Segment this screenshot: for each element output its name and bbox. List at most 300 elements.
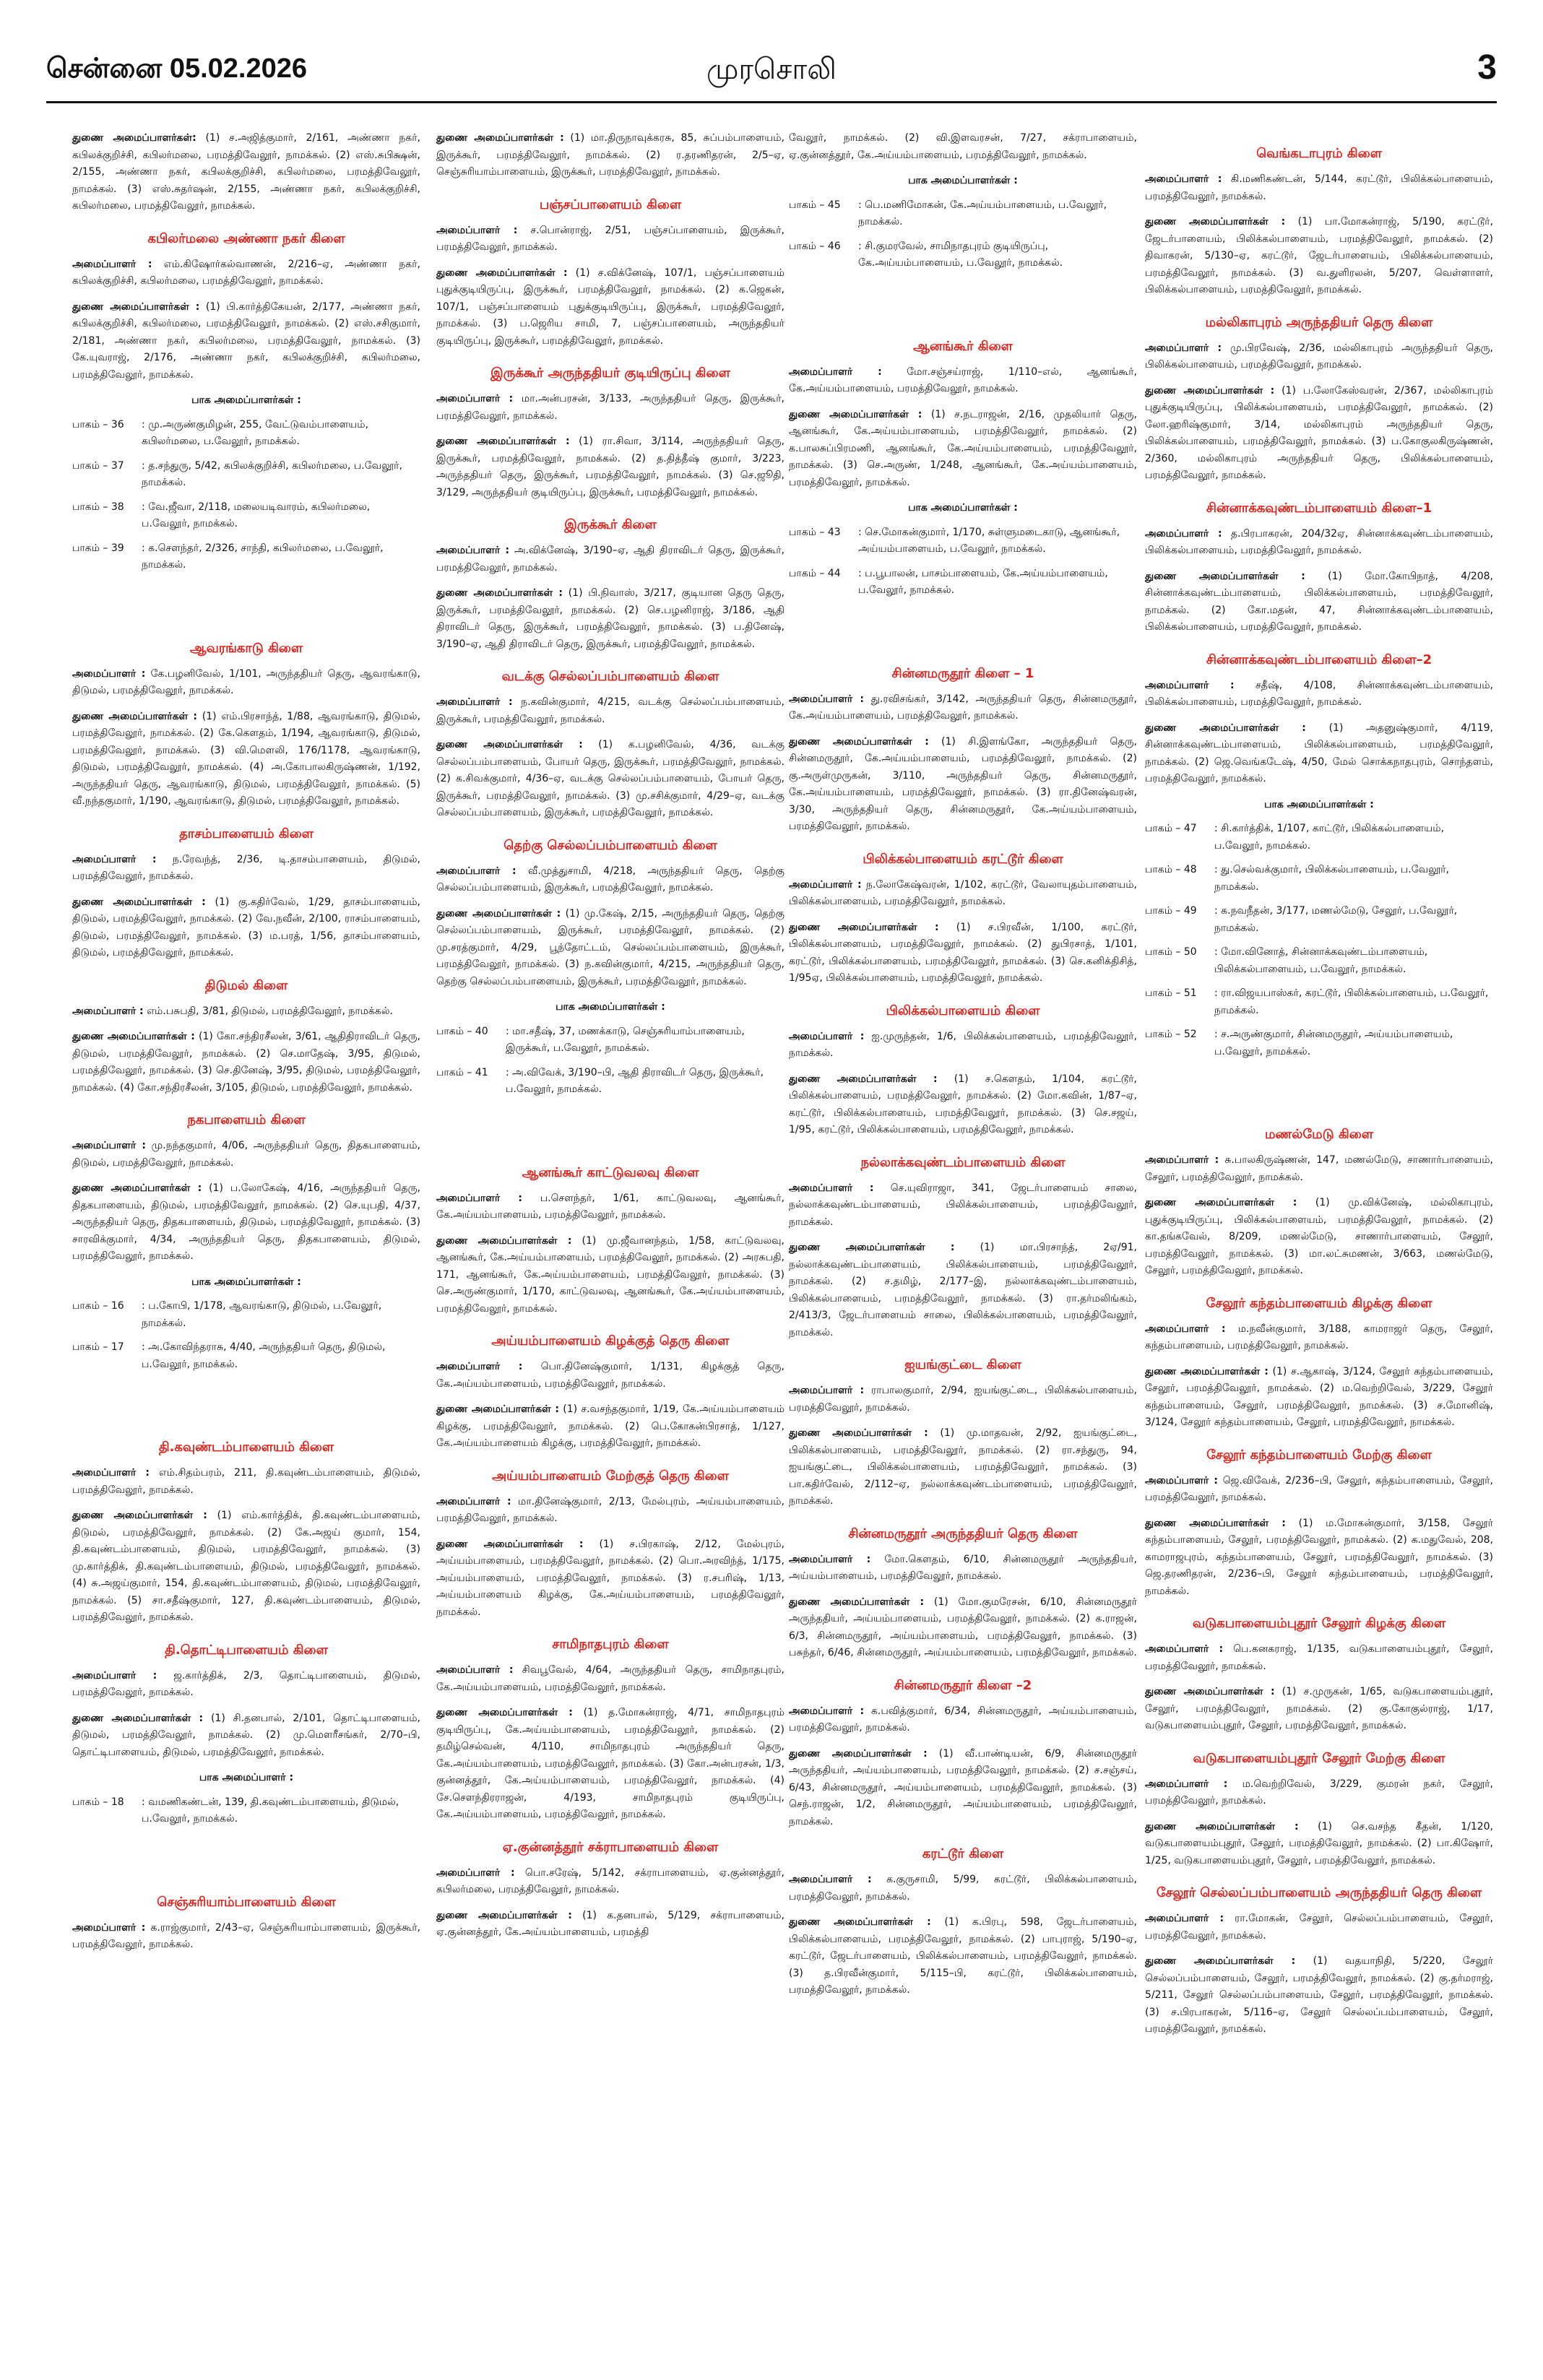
role-label: அமைப்பாளர் : <box>1145 342 1222 354</box>
entry-text: (1) ப.லோகேஷ், 4/16, அருந்ததியர் தெரு, திதகபாளையம், திடுமல், பரமத்திவேலூர், நாமக்கல். (2) செ.யுபதி, 4/37, அருந்ததியர் தெரு, திதகபாளையம், திடுமல், பரமத்திவேலூர், நாமக்கல். (3) சாரவிக்குமார், 4/34, அருந்ததியர் தெரு, திதகபாளையம், திடுமல், பரமத்திவேலூர், நாமக்கல். <box>72 1182 421 1262</box>
office-bearer-entry <box>436 1359 785 1393</box>
office-bearer-entry <box>789 1746 1137 1831</box>
part-number: பாகம் – 46 <box>789 240 841 252</box>
entry-text: ஜெ.விவேக், 2/236–பி, சேலூர், கந்தம்பாளையம், சேலூர், பரமத்திவேலூர், நாமக்கல். <box>1145 1474 1493 1503</box>
office-bearer-entry <box>72 1507 420 1627</box>
office-bearer-entry <box>1145 1321 1493 1355</box>
role-label: துணை அமைப்பாளர்கள் : <box>1145 1820 1299 1832</box>
office-bearer-entry <box>436 1662 785 1696</box>
role-label: அமைப்பாளர் : <box>1145 173 1222 185</box>
page-number: 3 <box>1477 48 1497 87</box>
masthead <box>46 48 1497 98</box>
part-number: பாகம் – 44 <box>789 567 841 579</box>
entry-text: (1) ச.விக்னேஷ், 107/1, பஞ்சப்பாளையம் புதுக்குடியிருப்பு, இருக்கூர், பரமத்திவேலூர், நாமக்கல். (2) க.ஜெகன், 107/1, பஞ்சப்பாளையம் புதுக்குடியிருப்பு, இருக்கூர், பரமத்திவேலூர், நாமக்கல். (3) ப.ஜெரிய சாமி, 7, பஞ்சப்பாளையம், அருந்ததியர் குடியிருப்பு, இருக்கூர், பரமத்திவேலூர், நாமக்கல். <box>436 267 785 347</box>
office-bearer-entry <box>436 906 785 991</box>
branch-heading: ஆவரங்காடு கிளை <box>189 640 303 656</box>
role-label: அமைப்பாளர் : <box>789 365 882 378</box>
office-bearer-entry <box>789 1914 1137 1999</box>
office-bearer-entry <box>1145 171 1493 205</box>
spacer <box>436 1106 785 1149</box>
office-bearer-entry <box>72 1180 420 1265</box>
role-label: அமைப்பாளர் : <box>72 258 152 270</box>
role-label: துணை அமைப்பாளர்கள் : <box>436 587 563 599</box>
office-bearer-entry <box>436 1705 785 1824</box>
entry-text: (1) மோ.குமரேசன், 6/10, சின்னமருதூர் அருந்ததியர், அய்யம்பாளையம், பரமத்திவேலூர், நாமக்கல். (2) க.ராஜன், 6/3, சின்னமருதூர், அய்யம்பாளையம், பரமத்திவேலூர், நாமக்கல். (3) பசுந்தர், 6/46, சின்னமருதூர், அய்யம்பாளையம், பரமத்திவேலூர், நாமக்கல். <box>789 1596 1137 1658</box>
part-details: : சி.கார்த்திக், 1/107, காட்டூர், பிலிக்கல்பாளையம், ப.வேலூர், நாமக்கல். <box>1214 823 1445 852</box>
office-bearer-entry <box>436 694 785 728</box>
entry-text: அ.விக்னேஷ், 3/190–ஏ, ஆதி திராவிடர் தெரு, இருக்கூர், பரமத்திவேலூர், நாமக்கல். <box>436 545 785 574</box>
part-details: : மு.அருண்குமிழன், 255, வேட்டுவம்பாளையம், கபிலர்மலை, ப.வேலூர், நாமக்கல். <box>142 418 368 447</box>
office-bearer-entry <box>436 1190 785 1224</box>
entry-text: (1) பா.மோகன்ராஜ், 5/190, கரட்டூர், ஜேடர்பாளையம், பிலிக்கல்பாளையம், பரமத்திவேலூர், நாமக்கல். (2) திவாகரன், 5/130–ஏ, கரட்டூர், ஜேடர்பாளையம், பிலிக்கல்பாளையம், பரமத்திவேலூர், நாமக்கல். (3) வ.துளிரலன், 5/207, வெள்ளாளர், பிலிக்கல்பாளையம், பரமத்திவேலூர், நாமக்கல். <box>1145 216 1493 295</box>
role-label: அமைப்பாளர் : <box>436 1866 515 1879</box>
branch-heading: சின்னாக்கவுண்டம்பாளையம் கிளை–2 <box>1206 652 1432 667</box>
office-bearer-entry <box>789 1871 1137 1905</box>
entry-text: ந.ரேவந்த், 2/36, டி.தாசம்பாளையம், திடுமல், பரமத்திவேலூர், நாமக்கல். <box>72 853 420 882</box>
entry-text: மோ.சஞ்சய்ராஜ், 1/110–எல், ஆனங்கூர், கே.அய்யம்பாளையம், பரமத்திவேலூர், நாமக்கல். <box>789 365 1137 394</box>
entry-text: சு.பாலகிருஷ்ணன், 147, மணல்மேடு, சாணார்பாளையம், சேலூர், பரமத்திவேலூர், நாமக்கல். <box>1145 1154 1493 1183</box>
part-number: பாகம் – 47 <box>1145 823 1197 834</box>
role-label: துணை அமைப்பாளர்கள் : <box>789 1242 955 1253</box>
entry-text: ராபாலகுமார், 2/94, ஐயங்குட்டை, பிலிக்கல்பாளையம், பரமத்திவேலூர், நாமக்கல். <box>789 1385 1137 1414</box>
entry-text: எம்.பசுபதி, 3/81, திடுமல், பரமத்திவேலூர், நாமக்கல். <box>143 1005 393 1017</box>
office-bearer-entry <box>436 265 785 350</box>
branch-heading: நகபாளையம் கிளை <box>187 1112 306 1128</box>
entry-text: (1) அதனுஷ்குமார், 4/119, சின்னாக்கவுண்டம்பாளையம், பிலிக்கல்பாளையம், பரமத்திவேலூர், நாமக்கல். (2) ஜெ.வெங்கடேஷ், 4/50, மேல் சொக்கநாதபுரம், சொந்தளம், பரமத்திவேலூர், நாமக்கல். <box>1145 722 1493 784</box>
part-number: பாகம் – 51 <box>1145 987 1197 999</box>
role-label: துணை அமைப்பாளர்கள் : <box>789 921 939 933</box>
part-details: : வே.ஜீவா, 2/118, மலையடிவாரம், கபிலர்மலை, ப.வேலூர், நாமக்கல். <box>142 501 371 529</box>
branch-heading: சேலூர் செல்லப்பம்பாளையம் அருந்ததியர் தெரு கிளை <box>1156 1885 1482 1900</box>
role-label: துணை அமைப்பாளர்கள் : <box>72 710 197 722</box>
office-bearer-entry <box>789 130 1137 164</box>
branch-heading: தாசம்பாளையம் கிளை <box>179 826 314 841</box>
spacer <box>72 581 420 625</box>
office-bearer-entry <box>789 1552 1137 1585</box>
part-details: : வமணிகண்டன், 139, தி.கவுண்டம்பாளையம், திடுமல், ப.வேலூர், நாமக்கல். <box>142 1796 399 1825</box>
office-bearer-entry <box>789 734 1137 836</box>
role-label: அமைப்பாளர் : <box>72 1467 150 1479</box>
branch-heading: இருக்கூர் அருந்ததியர் குடியிருப்பு கிளை <box>490 365 730 381</box>
part-row <box>789 238 1137 272</box>
role-label: துணை அமைப்பாளர்கள் : <box>436 739 583 750</box>
part-number: பாகம் – 40 <box>436 1025 488 1037</box>
role-label: அமைப்பாளர் : <box>1145 1643 1224 1655</box>
role-label: அமைப்பாளர் : <box>72 1005 144 1017</box>
entry-text: (1) கு.கதிர்வேல், 1/29, தாசம்பாளையம், திடுமல், பரமத்திவேலூர், நாமக்கல். (2) வே.நவீன், 2/100, ராசம்பாளையம், திடுமல், பரமத்திவேலூர், நாமக்கல். (3) ம.பரத், 1/56, தாசம்பாளையம், திடுமல், பரமத்திவேலூர், நாமக்கல். <box>72 896 421 959</box>
part-row <box>789 566 1137 600</box>
entry-text: (1) பி.கார்த்திகேயன், 2/177, அண்ணா நகர், கபிலக்குறிச்சி, கபிலர்மலை, பரமத்திவேலூர், நாமக்கல். (2) எஸ்.சசிகுமார், 2/181, அண்ணா நகர், கபிலர்மலை, பரமத்திவேலூர், நாமக்கல். (3) கே.யுவராஜ், 2/176, அண்ணா நகர், கபிலக்குறிச்சி, கபிலர்மலை, பரமத்திவேலூர், நாமக்கல். <box>72 300 420 381</box>
office-bearer-entry <box>789 1594 1137 1662</box>
part-details: : அ.விவேக், 3/190–பி, ஆதி திராவிடர் தெரு, இருக்கூர், ப.வேலூர், நாமக்கல். <box>506 1066 764 1095</box>
part-row <box>72 458 420 492</box>
branch-heading: கரட்டூர் கிளை <box>922 1846 1004 1861</box>
office-bearer-entry <box>72 130 420 215</box>
branch-heading: சேலூர் கந்தம்பாளையம் மேற்கு கிளை <box>1206 1447 1432 1463</box>
role-label: துணை அமைப்பாளர்கள் : <box>72 1712 204 1724</box>
text-column-1 <box>72 130 420 1963</box>
part-row <box>1145 944 1493 978</box>
entry-text: (1) ச.பிரகாஷ், 2/12, மேல்புரம், அய்யம்பாளையம், பரமத்திவேலூர், நாமக்கல். (2) பொ.அரவிந்த், 1/175, அய்யம்பாளையம், பரமத்திவேலூர், நாமக்கல். (3) ர.சபரிஷ், 1/13, அய்யம்பாளையம் கிழக்கு, கே.அய்யம்பாளையம், பரமத்திவேலூர், நாமக்கல். <box>436 1538 785 1618</box>
part-number: பாகம் – 52 <box>1145 1029 1197 1040</box>
spacer <box>72 1835 420 1879</box>
entry-text: (1) பி.நிவாஸ், 3/217, குடியான தெரு தெரு, இருக்கூர், பரமத்திவேலூர், நாமக்கல். (2) செ.பழனிராஜ், 3/186, ஆதி திராவிடர் தெரு, இருக்கூர், பரமத்திவேலூர், நாமக்கல். (3) ப.தினேஷ், 3/190–ஏ, ஆதி திராவிடர் தெரு, இருக்கூர், பரமத்திவேலூர், நாமக்கல். <box>436 587 785 650</box>
branch-heading: அய்யம்பாளையம் மேற்குத் தெரு கிளை <box>492 1468 729 1484</box>
branch-heading: மணல்மேடு கிளை <box>1265 1127 1373 1142</box>
office-bearer-entry <box>1145 383 1493 485</box>
role-label: துணை அமைப்பாளர்கள் : <box>1145 570 1305 582</box>
role-label: அமைப்பாளர் : <box>1145 1778 1228 1790</box>
role-label: அமைப்பாளர் : <box>72 1669 157 1682</box>
entry-text: த.பிரபாகரன், 204/32ஏ, சின்னாக்கவுண்டம்பாளையம், பிலிக்கல்பாளையம், பரமத்திவேலூர், நாமக்கல். <box>1145 527 1493 556</box>
branch-heading: சின்னாக்கவுண்டம்பாளையம் கிளை–1 <box>1206 500 1432 516</box>
office-bearer-entry <box>436 433 785 501</box>
part-number: பாகம் – 45 <box>789 199 841 211</box>
entry-text: க.குருசாமி, 5/99, கரட்டூர், பிலிக்கல்பாளையம், பரமத்திவேலூர், நாமக்கல். <box>789 1874 1137 1903</box>
role-label: துணை அமைப்பாளர்கள் : <box>436 1707 573 1718</box>
entry-text: (1) வீ.பாண்டியன், 6/9, சின்னமருதூர் அருந்ததியர், அய்யம்பாளையம், பரமத்திவேலூர், நாமக்கல். (2) ச.சஞ்சய், 6/43, சின்னமருதூர், அய்யம்பாளையம், பரமத்திவேலூர், நாமக்கல். (3) செந்.ராஜன், 1/2, சின்னமருதூர், அய்யம்பாளையம், பரமத்திவேலூர், நாமக்கல். <box>789 1747 1137 1827</box>
role-label: அமைப்பாளர் : <box>789 1874 872 1885</box>
entry-text: ம.நவீன்குமார், 3/188, காமராஜர் தெரு, சேலூர், கந்தம்பாளையம், பரமத்திவேலூர், நாமக்கல். <box>1145 1323 1493 1351</box>
branch-heading: கபிலர்மலை அண்ணா நகர் கிளை <box>147 230 345 246</box>
part-number: பாகம் – 39 <box>72 542 124 554</box>
entry-text: (1) எம்.கார்த்திக், தி.கவுண்டம்பாளையம், திடுமல், பரமத்திவேலூர், நாமக்கல். (2) கே.அஜய் குமார், 154, தி.கவுண்டம்பாளையம், திடுமல், பரமத்திவேலூர், நாமக்கல். (3) மு.கார்த்திக், தி.கவுண்டம்பாளையம், திடுமல், பரமத்திவேலூர், நாமக்கல். (4) சு.அஜய்குமார், 154, தி.கவுண்டம்பாளையம், திடுமல், பரமத்திவேலூர், நாமக்கல். (5) சா.சதீஷ்குமார், 127, தி.கவுண்டம்பாளையம், திடுமல், பரமத்திவேலூர், நாமக்கல். <box>72 1510 420 1623</box>
entry-text: (1) மு.கேஷ், 2/15, அருந்ததியர் தெரு, தெற்கு செல்லப்பம்பாளையம், இருக்கூர், பரமத்திவேலூர், நாமக்கல். (2) மு.சரத்குமார், 4/29, பூந்தோட்டம், செல்லப்பம்பாளையம், இருக்கூர், பரமத்திவேலூர், நாமக்கல். (3) ந.கவின்குமார், 4/215, அருந்ததியர் தெரு, தெற்கு செல்லப்பம்பாளையம், இருக்கூர், பரமத்திவேலூர், நாமக்கல். <box>436 907 785 987</box>
office-bearer-entry <box>789 1180 1137 1232</box>
spacer <box>789 280 1137 323</box>
part-details: : ப.பூபாலன், பாசம்பாளையம், கே.அய்யம்பாளையம், ப.வேலூர், நாமக்கல். <box>858 567 1108 596</box>
part-details: : க.நவநீதன், 3/177, மணல்மேடு, சேலூர், ப.வேலூர், நாமக்கல். <box>1214 905 1458 934</box>
part-row <box>72 1339 420 1373</box>
entry-text: மோ.கௌதம், 6/10, சின்னமருதூர் அருந்ததியர், அய்யம்பாளையம், பரமத்திவேலூர், நாமக்கல். <box>789 1553 1137 1582</box>
entry-text: (1) வதயாநிதி, 5/220, சேலூர் செல்லப்பம்பாளையம், சேலூர், பரமத்திவேலூர், நாமக்கல். (2) கு.தர்மராஜ், 5/211, சேலூர் செல்லப்பம்பாளையம், சேலூர், பரமத்திவேலூர், நாமக்கல். (3) ச.பிரபாகரன், 5/116–ஏ, சேலூர் செல்லப்பம்பாளையம், சேலூர், பரமத்திவேலூர், நாமக்கல். <box>1145 1955 1493 2035</box>
entry-text: மு.நந்தகுமார், 4/06, அருந்ததியர் தெரு, திதகபாளையம், திடுமல், பரமத்திவேலூர், நாமக்கல். <box>72 1140 420 1169</box>
part-number: பாகம் – 36 <box>72 418 124 430</box>
role-label: அமைப்பாளர் : <box>436 1192 522 1204</box>
entry-text: (1) மா.பிரசாந்த், 2ஏ/91, நல்லாக்கவுண்டம்பாளையம், பிலிக்கல்பாளையம், பரமத்திவேலூர், நாமக்கல். (2) ச.தமிழ், 2/177–இ, நல்லாக்கவுண்டம்பாளையம், பிலிக்கல்பாளையம், பரமத்திவேலூர், நாமக்கல். (3) ரா.தர்மலிங்கம், 2/413/3, ஜேடர்பாளையம் சாலை, பிலிக்கல்பாளையம், பரமத்திவேலூர், நாமக்கல். <box>789 1242 1138 1338</box>
office-bearer-entry <box>1145 1195 1493 1280</box>
office-bearer-entry <box>1145 1152 1493 1186</box>
entry-text: சதீஷ், 4/108, சின்னாக்கவுண்டம்பாளையம், பிலிக்கல்பாளையம், பரமத்திவேலூர், நாமக்கல். <box>1145 679 1493 708</box>
office-bearer-entry <box>789 919 1137 987</box>
role-label: அமைப்பாளர் : <box>789 1553 871 1565</box>
role-label: அமைப்பாளர் : <box>789 1705 865 1717</box>
entry-text: பெ.கனகராஜ், 1/135, வடுகபாளையம்புதூர், சேலூர், பரமத்திவேலூர், நாமக்கல். <box>1145 1643 1493 1672</box>
branch-heading: மல்லிகாபுரம் அருந்ததியர் தெரு கிளை <box>1205 314 1433 330</box>
branch-heading: இருக்கூர் கிளை <box>564 517 657 532</box>
branch-heading: திடுமல் கிளை <box>204 977 288 993</box>
branch-heading: ஐயங்குட்டை கிளை <box>904 1357 1021 1372</box>
role-label: துணை அமைப்பாளர்கள் : <box>436 132 564 144</box>
branch-heading: தெற்கு செல்லப்பம்பாளையம் கிளை <box>503 837 717 853</box>
entry-text: (1) கோ.சந்திரசீலன், 3/61, ஆதிதிராவிடர் தெரு, திடுமல், பரமத்திவேலூர், நாமக்கல். (2) செ.மாதேஷ், 3/95, திடுமல், பரமத்திவேலூர், நாமக்கல். (3) செ.தினேஷ், 3/95, திடுமல், பரமத்திவேலூர், நாமக்கல். (4) கோ.சந்திரசீலன், 3/105, திடுமல், பரமத்திவேலூர், நாமக்கல். <box>72 1031 420 1094</box>
role-label: துணை அமைப்பாளர்கள் : <box>436 1538 584 1550</box>
role-label: துணை அமைப்பாளர்கள் : <box>789 1596 925 1608</box>
branch-heading: தி.கவுண்டம்பாளையம் கிளை <box>158 1440 334 1455</box>
office-bearer-entry <box>1145 1641 1493 1675</box>
part-details: : மா.சதீஷ், 37, மணக்காடு, செஞ்சுரியாம்பாளையம், இருக்கூர், ப.வேலூர், நாமக்கல். <box>506 1025 745 1054</box>
branch-heading: வடுகபாளையம்புதூர் சேலூர் மேற்கு கிளை <box>1193 1750 1445 1766</box>
branch-heading: செஞ்சுரியாம்பாளையம் கிளை <box>157 1894 336 1910</box>
entry-text: (1) ச.பிரவீன், 1/100, கரட்டூர், பிலிக்கல்பாளையம், பரமத்திவேலூர், நாமக்கல். (2) துபிரசாத், 1/101, கரட்டூர், பிலிக்கல்பாளையம், பரமத்திவேலூர், நாமக்கல். (3) செ.கனிக்திசித், 1/95ஏ, பிலிக்கல்பாளையம், பரமத்திவேலூர், நாமக்கல். <box>789 921 1137 984</box>
part-row <box>1145 862 1493 896</box>
entry-text: (1) மோ.கோபிநாத், 4/208, சின்னாக்கவுண்டம்பாளையம், பிலிக்கல்பாளையம், பரமத்திவேலூர், நாமக்கல். (2) கோ.மதன், 47, சின்னாக்கவுண்டம்பாளையம், பிலிக்கல்பாளையம், பரமத்திவேலூர், நாமக்கல். <box>1145 570 1494 633</box>
role-label: துணை அமைப்பாளர்கள் : <box>436 1909 572 1921</box>
office-bearer-entry <box>1145 1684 1493 1735</box>
entry-text: (1) ச.வசந்தகுமார், 1/19, கே.அய்யம்பாளையம் கிழக்கு, பரமத்திவேலூர், நாமக்கல். (2) பெ.கோகன்பிரசாத், 1/127, கே.அய்யம்பாளையம் கிழக்கு, பரமத்திவேலூர், நாமக்கல். <box>436 1403 785 1449</box>
part-number: பாகம் – 49 <box>1145 905 1197 917</box>
role-label: துணை அமைப்பாளர்கள் : <box>789 1916 931 1928</box>
entry-text: ந.கவின்குமார், 4/215, வடக்கு செல்லப்பம்பாளையம், இருக்கூர், பரமத்திவேலூர், நாமக்கல். <box>436 696 785 725</box>
office-bearer-entry <box>72 1003 420 1021</box>
newspaper-name: முரசொலி <box>706 53 837 85</box>
role-label: துணை அமைப்பாளர்கள் : <box>72 896 206 908</box>
part-details: : து.செல்வக்குமார், பிலிக்கல்பாளையம், ப.வேலூர், நாமக்கல். <box>1214 864 1449 893</box>
branch-heading: ஆனங்கூர் காட்டுவலவு கிளை <box>522 1164 699 1180</box>
part-row <box>72 499 420 533</box>
section-subheading: பாக அமைப்பாளர்கள் : <box>908 175 1018 186</box>
part-row <box>72 540 420 574</box>
role-label: துணை அமைப்பாளர்கள் : <box>789 1747 928 1760</box>
office-bearer-entry <box>72 666 420 700</box>
entry-text: (1) மு.மாதவன், 2/92, ஐயங்குட்டை, பிலிக்கல்பாளையம், பரமத்திவேலூர், நாமக்கல். (2) ரா.சந்துரு, 94, ஐயங்குட்டை, பிலிக்கல்பாளையம், பரமத்திவேலூர், நாமக்கல். (3) பா.கதிர்வேல், 2/112–ஏ, நல்லாக்கவுண்டம்பாளையம், பரமத்திவேலூர், நாமக்கல். <box>789 1427 1137 1507</box>
role-label: துணை அமைப்பாளர்கள் : <box>789 1073 938 1085</box>
office-bearer-entry <box>1145 1819 1493 1870</box>
office-bearer-entry <box>789 1239 1137 1341</box>
part-row <box>1145 821 1493 854</box>
office-bearer-entry <box>72 299 420 384</box>
part-row <box>1145 1026 1493 1060</box>
office-bearer-entry <box>72 1465 420 1499</box>
entry-text: (1) ச.கௌதம், 1/104, கரட்டூர், பிலிக்கல்பாளையம், பரமத்திவேலூர், நாமக்கல். (2) மோ.கவின், 1/87–ஏ, கரட்டூர், பிலிக்கல்பாளையம், பரமத்திவேலூர், நாமக்கல். (3) செ.சஜய், 1/95, கரட்டூர், பிலிக்கல்பாளையம், பரமத்திவேலூர், நாமக்கல். <box>789 1073 1138 1135</box>
entry-text: கே.பழனிவேல், 1/101, அருந்ததியர் தெரு, ஆவரங்காடு, திடுமல், பரமத்திவேலூர், நாமக்கல். <box>72 667 420 696</box>
branch-heading: ஆனங்கூர் கிளை <box>913 338 1013 354</box>
office-bearer-entry <box>789 1029 1137 1063</box>
branch-heading: சாமிநாதபுரம் கிளை <box>552 1637 669 1652</box>
office-bearer-entry <box>436 1494 785 1528</box>
office-bearer-entry <box>72 709 420 810</box>
role-label: துணை அமைப்பாளர்கள்: <box>72 132 196 144</box>
part-details: : ரா.விஜயபாஸ்கர், கரட்டூர், பிலிக்கல்பாளையம், ப.வேலூர், நாமக்கல். <box>1214 987 1489 1016</box>
role-label: அமைப்பாளர் : <box>789 693 864 705</box>
office-bearer-entry <box>789 1071 1137 1139</box>
office-bearer-entry <box>1145 1953 1493 2038</box>
role-label: துணை அமைப்பாளர்கள் : <box>436 267 568 279</box>
office-bearer-entry <box>1145 526 1493 560</box>
office-bearer-entry <box>436 542 785 576</box>
part-details: : செ.மோகன்குமார், 1/170, சுள்ளுமடைகாடு, ஆனங்கூர், அய்யம்பாளையம், ப.வேலூர், நாமக்கல். <box>858 526 1120 555</box>
entry-text: (1) க.பிரபு, 598, ஜேடர்பாளையம், பிலிக்கல்பாளையம், பரமத்திவேலூர், நாமக்கல். (2) பாபுராஜ், 5/190–ஏ, கரட்டூர், ஜேடர்பாளையம், பிலிக்கல்பாளையம், பரமத்திவேலூர், நாமக்கல். (3) த.பிரவீன்குமார், 5/115–பி, கரட்டூர், பிலிக்கல்பாளையம், பரமத்திவேலூர், நாமக்கல். <box>789 1916 1138 1996</box>
part-details: : க.செளந்தர், 2/326, சாந்தி, கபிலர்மலை, ப.வேலூர், நாமக்கல். <box>142 542 384 571</box>
entry-text: (1) ப.லோகேஸ்வரன், 2/367, மல்லிகாபுரம் புதுக்குடியிருப்பு, பிலிக்கல்பாளையம், பரமத்திவேலூர், நாமக்கல். (2) லோ.ஹரிஷ்குமார், 3/14, மல்லிகாபுரம் அருந்ததியர் தெரு, பிலிக்கல்பாளையம், பரமத்திவேலூர், நாமக்கல். (3) ப.கோகுலகிருஷ்ணன், 2/360, மல்லிகாபுரம் அருந்ததியர் தெரு, பிலிக்கல்பாளையம், பரமத்திவேலூர், நாமக்கல். <box>1145 384 1494 481</box>
branch-heading: பஞ்சப்பாளையம் கிளை <box>539 196 682 212</box>
entry-text: (1) மா.திருநாவுக்கரசு, 85, சுப்பம்பாளையம், இருக்கூர், பரமத்திவேலூர், நாமக்கல். (2) ர.தரணிதரன், 2/5–ஏ, செஞ்சுரியாம்பாளையம், இருக்கூர், பரமத்திவேலூர், நாமக்கல். <box>436 132 785 178</box>
role-label: துணை அமைப்பாளர்கள் : <box>1145 1955 1296 1967</box>
part-number: பாகம் – 48 <box>1145 864 1197 875</box>
part-number: பாகம் – 41 <box>436 1066 488 1078</box>
entry-text: பொ.தினேஷ்குமார், 1/131, கிழக்குத் தெரு, கே.அய்யம்பாளையம், பரமத்திவேலூர், நாமக்கல். <box>436 1361 785 1390</box>
office-bearer-entry <box>789 407 1137 492</box>
section-subheading: பாக அமைப்பாளர் : <box>199 1772 294 1783</box>
office-bearer-entry <box>789 691 1137 725</box>
entry-text: (1) த.மோகன்ராஜ், 4/71, சாமிநாதபுரம் குடியிருப்பு, கே.அய்யம்பாளையம், பரமத்திவேலூர், நாமக்கல். (2) தமிழ்செல்வன், 4/110, சாமிநாதபுரம் அருந்ததியர் தெரு, கே.அய்யம்பாளையம், பரமத்திவேலூர், நாமக்கல். (3) கோ.அன்பரசன், 1/3, குன்னத்தூர், கே.அய்யம்பாளையம், பரமத்திவேலூர், நாமக்கல். (4) சே.சௌந்திரராஜன், 4/193, சாமிநாதபுரம் குடியிருப்பு, கே.அய்யம்பாளையம், பரமத்திவேலூர், நாமக்கல். <box>436 1707 785 1820</box>
part-details: : பெ.மணிமோகன், கே.அய்யம்பாளையம், ப.வேலூர், நாமக்கல். <box>858 199 1107 228</box>
office-bearer-entry <box>789 1425 1137 1510</box>
office-bearer-entry <box>436 585 785 653</box>
part-row <box>436 1024 785 1057</box>
role-label: அமைப்பாளர் : <box>436 1495 511 1507</box>
office-bearer-entry <box>1145 568 1493 636</box>
section-subheading: பாக அமைப்பாளர்கள் : <box>1264 798 1374 810</box>
branch-heading: ஏ.குன்னத்தூர் சக்ராபாளையம் கிளை <box>502 1839 719 1855</box>
entry-text: க.ராஜ்குமார், 2/43–ஏ, செஞ்சுரியாம்பாளையம், இருக்கூர், பரமத்திவேலூர், நாமக்கல். <box>72 1921 420 1950</box>
part-details: : மோ.வினோத், சின்னாக்கவுண்டம்பாளையம், பிலிக்கல்பாளையம், ப.வேலூர், நாமக்கல். <box>1214 946 1428 975</box>
spacer <box>789 607 1137 650</box>
role-label: அமைப்பாளர் : <box>72 1140 146 1151</box>
office-bearer-entry <box>1145 1473 1493 1507</box>
entry-text: (1) ச.நடராஜன், 2/16, முதலியார் தெரு, ஆனங்கூர், கே.அய்யம்பாளையம், பரமத்திவேலூர், நாமக்கல். (2) க.பாலசுப்பிரமணி, ஆனங்கூர், கே.அய்யம்பாளையம், பரமத்திவேலூர், நாமக்கல். (3) செ.அருண், 1/248, ஆனங்கூர், கே.அய்யம்பாளையம், பரமத்திவேலூர், நாமக்கல். <box>789 408 1138 488</box>
header-rule <box>46 101 1497 103</box>
entry-text: (1) ச.ஆகாஷ், 3/124, சேலூர் கந்தம்பாளையம், சேலூர், பரமத்திவேலூர், நாமக்கல். (2) ம.வெற்றிவேல், 3/229, சேலூர் கந்தம்பாளையம், சேலூர், பரமத்திவேலூர், நாமக்கல். (3) ச.மோனிஷ், 3/124, சேலூர் கந்தம்பாளையம், சேலூர், பரமத்திவேலூர், நாமக்கல். <box>1145 1365 1494 1428</box>
part-details: : அ.கோவிந்தராசு, 4/40, அருந்ததியர் தெரு, திடுமல், ப.வேலூர், நாமக்கல். <box>142 1341 386 1370</box>
role-label: அமைப்பாளர் : <box>1145 679 1235 691</box>
office-bearer-entry <box>1145 1515 1493 1601</box>
entry-text: (1) மு.விக்னேஷ், மல்லிகாபுரம், புதுக்குடியிருப்பு, பிலிக்கல்பாளையம், பரமத்திவேலூர், நாமக்கல். (2) கா.தங்கவேல், 8/209, மணல்மேடு, சாணார்பாளையம், சேலூர், பரமத்திவேலூர், நாமக்கல். (3) மா.லட்சுமணன், 3/663, மணல்மேடு, சேலூர், பரமத்திவேலூர், நாமக்கல். <box>1145 1197 1493 1276</box>
role-label: துணை அமைப்பாளர்கள் : <box>72 1031 195 1042</box>
branch-heading: சின்னமருதூர் அருந்ததியர் தெரு கிளை <box>848 1526 1078 1541</box>
entry-text: (1) ச.அஜித்குமார், 2/161, அண்ணா நகர், கபிலக்குறிச்சி, கபிலர்மலை, பரமத்திவேலூர், நாமக்கல். (2) எஸ்.சுபிக்ஷன், 2/155, அண்ணா நகர், கபிலக்குறிச்சி, கபிலர்மலை, பரமத்திவேலூர், நாமக்கல். (3) எஸ்.சுதர்ஷன், 2/155, அண்ணா நகர், கபிலக்குறிச்சி, கபிலர்மலை, பரமத்திவேலூர், நாமக்கல். <box>72 132 420 212</box>
issue-date: சென்னை 05.02.2026 <box>46 53 308 84</box>
office-bearer-entry <box>1145 340 1493 374</box>
branch-heading: சேலூர் கந்தம்பாளையம் கிழக்கு கிளை <box>1206 1295 1432 1311</box>
part-row <box>436 1065 785 1099</box>
branch-heading: வடுகபாளையம்புதூர் சேலூர் கிழக்கு கிளை <box>1192 1616 1446 1631</box>
role-label: துணை அமைப்பாளர்கள் : <box>1145 1686 1275 1697</box>
office-bearer-entry <box>436 863 785 897</box>
part-number: பாகம் – 38 <box>72 501 124 513</box>
section-subheading: பாக அமைப்பாளர்கள் : <box>191 394 301 406</box>
office-bearer-entry <box>72 1668 420 1702</box>
role-label: துணை அமைப்பாளர்கள் : <box>1145 384 1275 397</box>
part-row <box>789 197 1137 231</box>
role-label: அமைப்பாளர் : <box>436 1361 523 1372</box>
entry-text: (1) க.தனபால், 5/129, சக்ராபாளையம், ஏ.குன்னத்தூர், கே.அய்யம்பாளையம், பரமத்தி <box>436 1909 785 1938</box>
entry-text: ஐ.முருந்தன், 1/6, பிலிக்கல்பாளையம், பரமத்திவேலூர், நாமக்கல். <box>789 1030 1137 1059</box>
part-row <box>789 524 1137 558</box>
part-row <box>72 1794 420 1828</box>
role-label: அமைப்பாளர் : <box>436 545 510 556</box>
entry-text: சிவபூவேல், 4/64, அருந்ததியர் தெரு, சாமிநாதபுரம், கே.அய்யம்பாளையம், பரமத்திவேலூர், நாமக்கல். <box>436 1664 785 1693</box>
role-label: துணை அமைப்பாளர்கள் : <box>789 735 929 748</box>
part-number: பாகம் – 17 <box>72 1341 124 1353</box>
entry-text: பொ.சரேஷ், 5/142, சக்ராபாளையம், ஏ.குன்னத்தூர், கபிலர்மலை, பரமத்திவேலூர், நாமக்கல். <box>436 1866 785 1895</box>
role-label: துணை அமைப்பாளர்கள் : <box>789 1427 928 1439</box>
part-number: பாகம் – 43 <box>789 526 841 538</box>
part-number: பாகம் – 37 <box>72 459 124 472</box>
branch-heading: சின்னமருதூர் கிளை –2 <box>894 1677 1032 1693</box>
branch-heading: பிலிக்கல்பாளையம் கிளை <box>886 1003 1040 1018</box>
office-bearer-entry <box>72 852 420 886</box>
entry-text: வீ.முத்துசாமி, 4/218, அருந்ததியர் தெரு, தெற்கு செல்லப்பம்பாளையம், இருக்கூர், பரமத்திவேலூர், நாமக்கல். <box>436 865 785 893</box>
branch-heading: அய்யம்பாளையம் கிழக்குத் தெரு கிளை <box>491 1333 730 1349</box>
role-label: அமைப்பாளர் : <box>436 865 517 877</box>
entry-text: (1) மு.ஜீவானந்தம், 1/58, காட்டுவலவு, ஆனங்கூர், கே.அய்யம்பாளையம், பரமத்திவேலூர், நாமக்கல். (2) அரசுபதி, 171, ஆனங்கூர், கே.அய்யம்பாளையம், பரமத்திவேலூர், நாமக்கல். (3) செ.அருண்குமார், 1/170, காட்டுவலவு, ஆனங்கூர், கே.அய்யம்பாளையம், பரமத்திவேலூர், நாமக்கல். <box>436 1234 785 1315</box>
entry-text: (1) ம.மோகன்குமார், 3/158, சேலூர் கந்தம்பாளையம், சேலூர், பரமத்திவேலூர், நாமக்கல். (2) க.மதுவேல், 208, காமராஜபுரம், கந்தம்பாளையம், சேலூர், பரமத்திவேலூர், நாமக்கல். (3) ஜெ.தரணிதரன், 2/236–பி, சேலூர் கந்தம்பாளையம், பரமத்திவேலூர், நாமக்கல். <box>1145 1517 1493 1597</box>
office-bearer-entry <box>72 1029 420 1096</box>
entry-text: ப.சௌந்தர், 1/61, காட்டுவலவு, ஆனங்கூர், கே.அய்யம்பாளையம், பரமத்திவேலூர், நாமக்கல். <box>436 1192 785 1221</box>
role-label: அமைப்பாளர் : <box>436 696 513 708</box>
part-details: : ச.அருண்குமார், சின்னமருதூர், அய்யம்பாளையம், ப.வேலூர், நாமக்கல். <box>1214 1029 1453 1057</box>
role-label: அமைப்பாளர் : <box>1145 1913 1224 1924</box>
role-label: துணை அமைப்பாளர்கள் : <box>1145 722 1306 734</box>
role-label: அமைப்பாளர் : <box>436 393 514 404</box>
entry-text: ஜ.கார்த்திக், 2/3, தொட்டிபாளையம், திடுமல், பரமத்திவேலூர், நாமக்கல். <box>72 1669 420 1698</box>
entry-text: எம்.கிஷோர்கல்வாணன், 2/216–ஏ, அண்ணா நகர், கபிலக்குறிச்சி, கபிலர்மலை, பரமத்திவேலூர், நாமக்கல். <box>72 258 420 287</box>
role-label: துணை அமைப்பாளர்கள் : <box>436 907 561 919</box>
text-column-4 <box>1145 130 1493 2047</box>
branch-heading: பிலிக்கல்பாளையம் கரட்டூர் கிளை <box>863 851 1063 867</box>
part-row <box>1145 903 1493 937</box>
role-label: அமைப்பாளர் : <box>1145 527 1222 540</box>
office-bearer-entry <box>72 1710 420 1762</box>
office-bearer-entry <box>436 130 785 181</box>
branch-heading: வடக்கு செல்லப்பம்பாளையம் கிளை <box>501 669 719 684</box>
role-label: அமைப்பாளர் : <box>789 1385 865 1396</box>
office-bearer-entry <box>436 1536 785 1622</box>
role-label: அமைப்பாளர் : <box>72 667 146 680</box>
office-bearer-entry <box>789 364 1137 398</box>
entry-text: (1) ரா.சிவா, 3/114, அருந்ததியர் தெரு, இருக்கூர், பரமத்திவேலூர், நாமக்கல். (2) த.தித்தீஷ் குமார், 3/223, அருந்ததியர் தெரு, இருக்கூர், பரமத்திவேலூர், நாமக்கல். (3) செ.ஜூதி, 3/129, அருந்ததியர் குடியிருப்பு, இருக்கூர், பரமத்திவேலூர், நாமக்கல். <box>436 436 785 498</box>
branch-heading: சின்னமருதூர் கிளை – 1 <box>891 665 1034 681</box>
entry-text: எம்.சிதம்பரம், 211, தி.கவுண்டம்பாளையம், திடுமல், பரமத்திவேலூர், நாமக்கல். <box>72 1467 420 1496</box>
entry-text: வேலூர், நாமக்கல். (2) வி.இளவரசன், 7/27, சக்ராபாளையம், ஏ.குன்னத்தூர், கே.அய்யம்பாளையம், பரமத்திவேலூர், நாமக்கல். <box>789 132 1137 161</box>
role-label: துணை அமைப்பாளர்கள் : <box>1145 216 1286 228</box>
entry-text: து.ரவிசங்கர், 3/142, அருந்ததியர் தெரு, சின்னமருதூர், கே.அய்யம்பாளையம், பரமத்திவேலூர், நாமக்கல். <box>789 693 1137 722</box>
office-bearer-entry <box>1145 678 1493 711</box>
office-bearer-entry <box>436 1908 785 1942</box>
office-bearer-entry <box>72 1920 420 1954</box>
role-label: துணை அமைப்பாளர்கள் : <box>1145 1365 1268 1377</box>
office-bearer-entry <box>72 1138 420 1172</box>
role-label: அமைப்பாளர் : <box>436 1664 514 1676</box>
section-subheading: பாக அமைப்பாளர்கள் : <box>908 502 1018 514</box>
entry-text: (1) சி.இளங்கோ, அருந்ததியர் தெரு, சின்னமருதூர், கே.அய்யம்பாளையம், பரமத்திவேலூர், நாமக்கல். (2) கு.அருள்முருகன், 3/110, அருந்ததியர் தெரு, சின்னமருதூர், கே.அய்யம்பாளையம், பரமத்திவேலூர், நாமக்கல். (3) ரா.தினேஷ்வரன், 3/30, அருந்ததியர் தெரு, சின்னமருதூர், கே.அய்யம்பாளையம், பரமத்திவேலூர், நாமக்கல். <box>789 735 1137 832</box>
role-label: அமைப்பாளர் : <box>72 1921 146 1934</box>
office-bearer-entry <box>436 1401 785 1453</box>
part-details: : த.சந்துரு, 5/42, கபிலக்குறிச்சி, கபிலர்மலை, ப.வேலூர், நாமக்கல். <box>142 459 402 488</box>
part-number: பாகம் – 18 <box>72 1796 124 1808</box>
entry-text: மா.தினேஷ்குமார், 2/13, மேல்புரம், அய்யம்பாளையம், பரமத்திவேலூர், நாமக்கல். <box>436 1495 785 1524</box>
entry-text: ரா.மோகன், சேலூர், செல்லப்பம்பாளையம், சேலூர், பரமத்திவேலூர், நாமக்கல். <box>1145 1913 1493 1942</box>
role-label: துணை அமைப்பாளர்கள் : <box>72 1510 207 1521</box>
role-label: அமைப்பாளர் : <box>1145 1154 1219 1166</box>
role-label: அமைப்பாளர் : <box>72 853 157 865</box>
office-bearer-entry <box>1145 1776 1493 1810</box>
section-subheading: பாக அமைப்பாளர்கள் : <box>191 1276 301 1288</box>
office-bearer-entry <box>789 1382 1137 1416</box>
role-label: துணை அமைப்பாளர்கள் : <box>436 1234 572 1247</box>
branch-heading: நல்லாக்கவுண்டம்பாளையம் கிளை <box>860 1154 1066 1170</box>
entry-text: மு.பிரவேஷ், 2/36, மல்லிகாபுரம் அருந்ததியர் தெரு, பிலிக்கல்பாளையம், பரமத்திவேலூர், நாமக்கல். <box>1145 342 1493 371</box>
role-label: துணை அமைப்பாளர்கள் : <box>72 300 200 313</box>
office-bearer-entry <box>72 894 420 962</box>
part-row <box>72 417 420 451</box>
office-bearer-entry <box>1145 214 1493 299</box>
role-label: அமைப்பாளர் : <box>789 1182 874 1194</box>
part-row <box>72 1298 420 1332</box>
office-bearer-entry <box>436 1233 785 1318</box>
entry-text: (1) க.பழனிவேல், 4/36, வடக்கு செல்லப்பம்பாளையம், போயர் தெரு, இருக்கூர், பரமத்திவேலூர், நாமக்கல். (2) க.சிவக்குமார், 4/36–ஏ, வடக்கு செல்லப்பம்பாளையம், போயர் தெரு, இருக்கூர், பரமத்திவேலூர், நாமக்கல். (3) மு.சசிக்குமார், 4/29–ஏ, வடக்கு செல்லப்பம்பாளையம், இருக்கூர், பரமத்திவேலூர், நாமக்கல். <box>436 739 785 818</box>
